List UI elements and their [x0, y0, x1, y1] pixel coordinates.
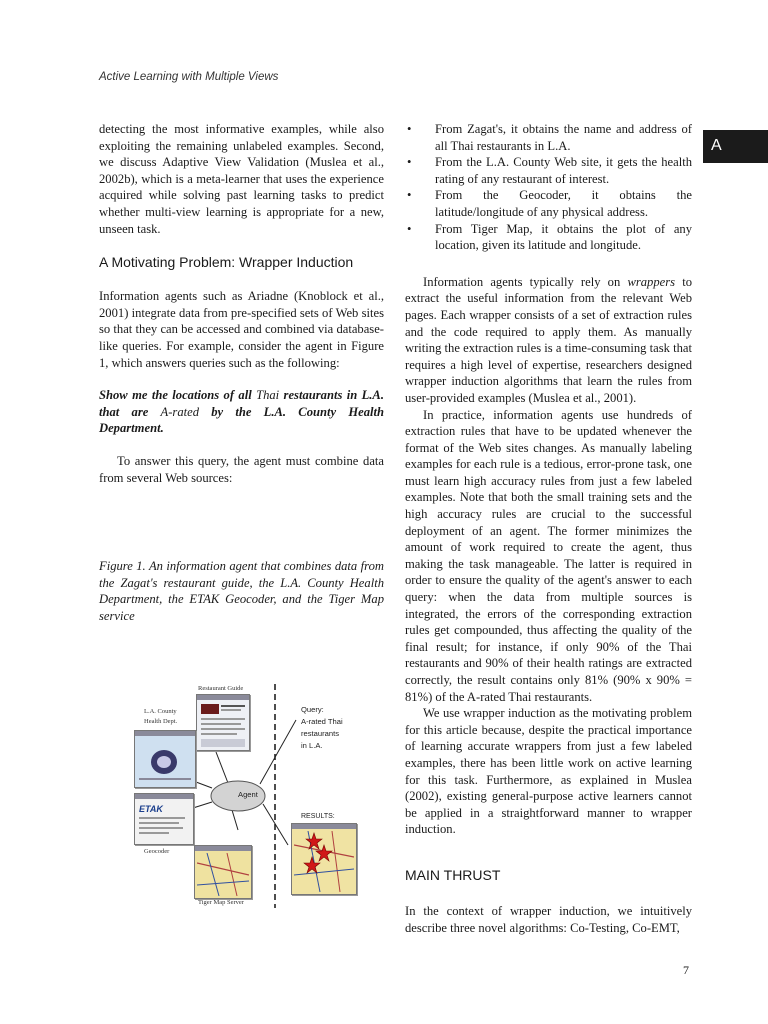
- right-column: [405, 121, 692, 936]
- wrappers-text-b: to extract the useful information from the relevant Web pages. Each wrapper consists of a set of extraction rules and the code required to apply them. As manually writing the extraction rules is a time-consuming task that requires a high level of expertise, researchers designed wrapper induction algorithms that learn the rules from user-provided examples (Muslea et al., 2001).: [405, 274, 692, 405]
- label-results: RESULTS:: [301, 813, 335, 820]
- list-item: • From the Geocoder, it obtains the latitude/longitude of any physical address.: [405, 187, 692, 220]
- paragraph-wrappers: [405, 274, 692, 407]
- health-dept-page: [137, 738, 193, 785]
- intro-paragraph: detecting the most informative examples, while also exploiting the remaining unlabeled examples. Second, we discuss Adaptive View Validation (Muslea et al., 2002b), which is a meta-learner that uses the experience acquired while solving past learning tasks to predict whether multi-view learning is appropriate for a new, unseen task.: [99, 122, 384, 236]
- label-restaurant-guide: Restaurant Guide: [198, 685, 244, 692]
- arrow-to-geocoder: [193, 802, 212, 808]
- restaurant-star-3: [304, 857, 320, 873]
- section-heading-motivating: A Motivating Problem: Wrapper Induction: [99, 254, 354, 271]
- geocoder-page: [137, 801, 191, 842]
- web-sources-list: [405, 121, 692, 254]
- arrow-to-health-dept: [196, 782, 212, 788]
- arrow-to-restaurant-guide: [216, 752, 228, 783]
- health-dept-window: [134, 730, 196, 788]
- label-health-dept-line2: Health Dept.: [144, 718, 178, 725]
- section-tab: [703, 130, 768, 163]
- arrow-from-query: [260, 720, 296, 784]
- query-text-3: by the L.A. County Health Department.: [99, 404, 384, 436]
- label-geocoder: Geocoder: [144, 848, 170, 855]
- paragraph-ariadne: Information agents such as Ariadne (Knoblock et al., 2001) integrate data from pre-specified sets of Web sites so that they can be accessed and combined via database-like queries. For example, consider the agent in Figure 1, which answers queries such as the following:: [99, 289, 384, 370]
- etak-logo: ETAK: [139, 804, 163, 814]
- figure-caption: Figure 1. An information agent that combines data from the Zagat's restaurant guide, the L.A. County Health Department, the ETAK Geocoder, and the Tiger Map service: [99, 559, 384, 623]
- label-health-dept-line1: L.A. County: [144, 708, 177, 715]
- paragraph-motivation: We use wrapper induction as the motivating problem for this article because, despite the practical importance of learning accurate wrappers from just a few labeled examples, there has been little work on active learning for this task. Furthermore, as explained in Muslea (2002), existing general-purpose active learners cannot be applied in a straightforward manner to wrapper induction.: [405, 706, 692, 837]
- tiger-map-window: [194, 845, 252, 899]
- section-heading-main-thrust: MAIN THRUST: [405, 866, 501, 883]
- tiger-map-page: [197, 853, 249, 896]
- arrow-to-tiger-map: [232, 810, 238, 830]
- results-map-page: [294, 831, 354, 892]
- label-tiger-map: Tiger Map Server: [198, 899, 244, 906]
- label-query-line2: restaurants: [301, 729, 339, 738]
- restaurant-guide-page: [199, 702, 247, 748]
- wrappers-term: wrappers: [627, 274, 676, 289]
- query-text-2: restaurants in L.A. that are: [99, 388, 384, 419]
- paragraph-combine: To answer this query, the agent must combine data from several Web sources:: [99, 453, 384, 485]
- results-map-graphic: [294, 831, 354, 892]
- results-map-window: [291, 823, 357, 895]
- label-query-line3: in L.A.: [301, 741, 323, 750]
- running-head: Active Learning with Multiple Views: [99, 71, 279, 83]
- geocoder-window: [134, 793, 194, 845]
- label-query-line1: A-rated Thai: [301, 717, 343, 726]
- label-query-title: Query:: [301, 705, 324, 714]
- query-word-thai: Thai: [256, 388, 280, 403]
- tiger-map-roads: [197, 853, 249, 896]
- paragraph-context: In the context of wrapper induction, we intuitively describe three novel algorithms: Co-Testing, Co-EMT,: [405, 903, 692, 935]
- example-query: [99, 387, 384, 437]
- label-agent: Agent: [238, 790, 258, 799]
- list-item: • From Zagat's, it obtains the name and address of all Thai restaurants in L.A.: [405, 121, 692, 154]
- figure-1-diagram: [128, 680, 368, 910]
- paragraph-practice: In practice, information agents use hundreds of extraction rules that have to be updated whenever the format of the Web sites changes. As manually labeling examples for each rule is a tedious, error-prone task, one must learn high accuracy rules from just a few labeled examples. Note that both the small training sets and the high accuracy rules are crucial to the successful deployment of an agent. The former minimizes the amount of work required to create the agent, thus making the task manageable. The latter is required in order to ensure the quality of the agent's answer to each query: when the data from multiple sources is integrated, the errors of the corresponding extraction rules get compounded, thus affecting the quality of the final result; for instance, if only 90% of the Thai restaurants and 90% of their health ratings are extracted correctly, the result contains only 81% (90% x 90% = 81%) of the A-rated Thai restaurants.: [405, 407, 692, 704]
- list-item: • From Tiger Map, it obtains the plot of any location, given its latitude and longitude.: [405, 221, 692, 254]
- query-word-arated: A-rated: [160, 404, 200, 419]
- restaurant-guide-window: [196, 694, 250, 751]
- page-number: 7: [683, 963, 689, 977]
- wrappers-text-a: Information agents typically rely on: [423, 274, 628, 289]
- list-item: • From the L.A. County Web site, it gets the health rating of any restaurant of interest.: [405, 154, 692, 187]
- query-text-1: Show me the locations of all: [99, 388, 257, 403]
- left-column: [99, 121, 384, 624]
- section-tab-letter: A: [711, 137, 722, 154]
